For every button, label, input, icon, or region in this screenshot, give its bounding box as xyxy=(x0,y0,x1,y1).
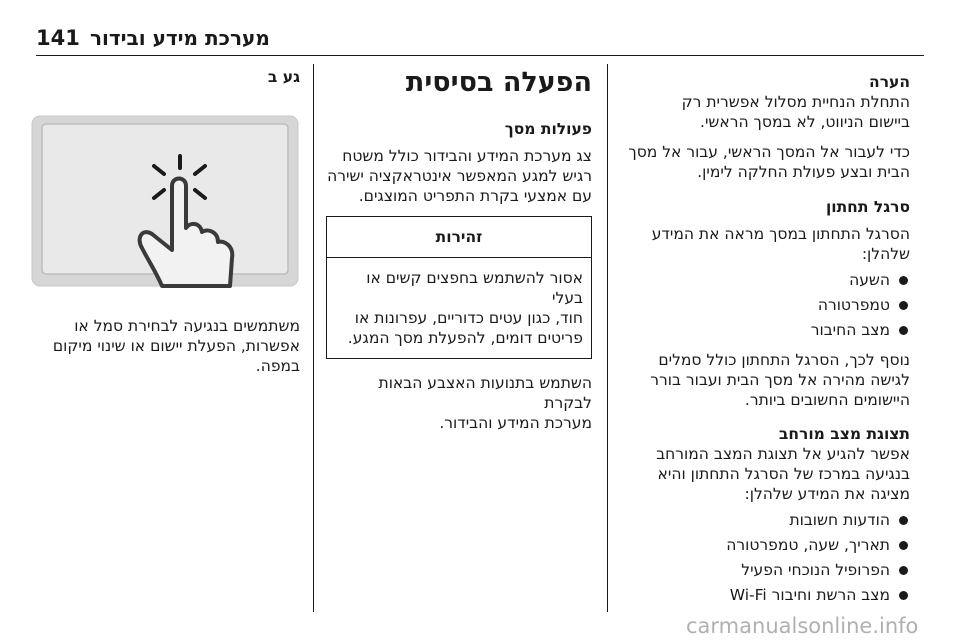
list-item: מצב הרשת וחיבור Wi-Fi xyxy=(618,585,910,605)
column-divider-left xyxy=(313,64,314,612)
list-item: הפרופיל הנוכחי הפעיל xyxy=(618,560,910,580)
figure-label: גע ב xyxy=(267,68,300,86)
note-line: ביישום הניווט, לא במסך הראשי. xyxy=(700,113,910,131)
page-header xyxy=(0,0,960,56)
expanded-list xyxy=(618,510,910,605)
right-column xyxy=(618,72,910,605)
watermark: carmanualsonline.info xyxy=(686,614,919,638)
middle-column xyxy=(326,66,592,433)
list-item: תאריך, שעה, טמפרטורה xyxy=(618,535,910,555)
expanded-text: בנגיעה במרכז של הסרגל התחתון והיא xyxy=(657,465,910,483)
list-item: השעה xyxy=(618,270,910,290)
left-column xyxy=(30,66,300,376)
caption-text: משתמשים בנגיעה לבחירת סמל או xyxy=(74,317,300,335)
gesture-text: השתמש בתנועות האצבע הבאות לבקרת xyxy=(378,374,592,412)
caption-text: במפה. xyxy=(255,357,300,375)
bullet-icon xyxy=(899,276,908,285)
bullet-icon xyxy=(899,516,908,525)
note-heading: הערה xyxy=(869,73,910,91)
intro-text: עם אמצעי בקרת התפריט המוצגים. xyxy=(358,187,592,205)
warning-text: אסור להשתמש בחפצים קשים או בעלי xyxy=(366,269,583,307)
intro-text: רגיש למגע המאפשר אינטראקציה ישירה xyxy=(327,167,592,185)
bullet-icon xyxy=(899,591,908,600)
extra-text: לגישה מהירה אל מסך הבית ועבור בורר xyxy=(650,371,910,389)
status-bar-heading: סרגל תחתון xyxy=(825,198,910,216)
sub-heading: פעולות מסך xyxy=(504,120,592,138)
warning-text: פריטים דומים, להפעלת מסך המגע. xyxy=(347,329,583,347)
expanded-view-heading: תצוגת מצב מורחב xyxy=(778,425,910,443)
bullet-icon xyxy=(899,566,908,575)
chapter-title: מערכת מידע ובידור xyxy=(90,26,270,50)
extra-text: היישומים החשובים ביותר. xyxy=(744,391,910,409)
warning-text: חוד, כגון עטים כדוריים, עפרונות או xyxy=(354,309,583,327)
intro-text: צג מערכת המידע והבידור כולל משטח xyxy=(342,147,592,165)
expanded-text: אפשר להגיע אל תצוגת המצב המורחב xyxy=(656,445,910,463)
status-bar-text: הסרגל התחתון במסך מראה את המידע xyxy=(651,225,910,243)
extra-text: נוסף לכך, הסרגל התחתון כולל סמלים xyxy=(658,351,910,369)
gesture-text: מערכת המידע והבידור. xyxy=(439,414,592,432)
bullet-icon xyxy=(899,301,908,310)
status-list xyxy=(618,270,910,340)
bullet-icon xyxy=(899,541,908,550)
header-rule xyxy=(36,55,924,56)
note-line: הבית ובצע פעולת החלקה לימין. xyxy=(697,163,910,181)
list-item: מצב החיבור xyxy=(618,320,910,340)
list-item: טמפרטורה xyxy=(618,295,910,315)
column-divider-right xyxy=(607,64,608,612)
page-number: 141 xyxy=(36,26,80,50)
tap-gesture-figure xyxy=(30,110,300,290)
warning-title: זהירות xyxy=(327,217,591,258)
note-line: התחלת הנחיית מסלול אפשרית רק xyxy=(681,93,910,111)
bullet-icon xyxy=(899,326,908,335)
warning-box xyxy=(326,216,592,359)
expanded-text: מציגה את המידע שלהלן: xyxy=(744,485,910,503)
caption-text: אפשרות, הפעלת יישום או שינוי מיקום xyxy=(52,337,300,355)
section-title: הפעלה בסיסית xyxy=(405,67,592,98)
list-item: הודעות חשובות xyxy=(618,510,910,530)
note-line: כדי לעבור אל המסך הראשי, עבור אל מסך xyxy=(628,143,910,161)
status-bar-text: שלהלן: xyxy=(861,245,910,263)
